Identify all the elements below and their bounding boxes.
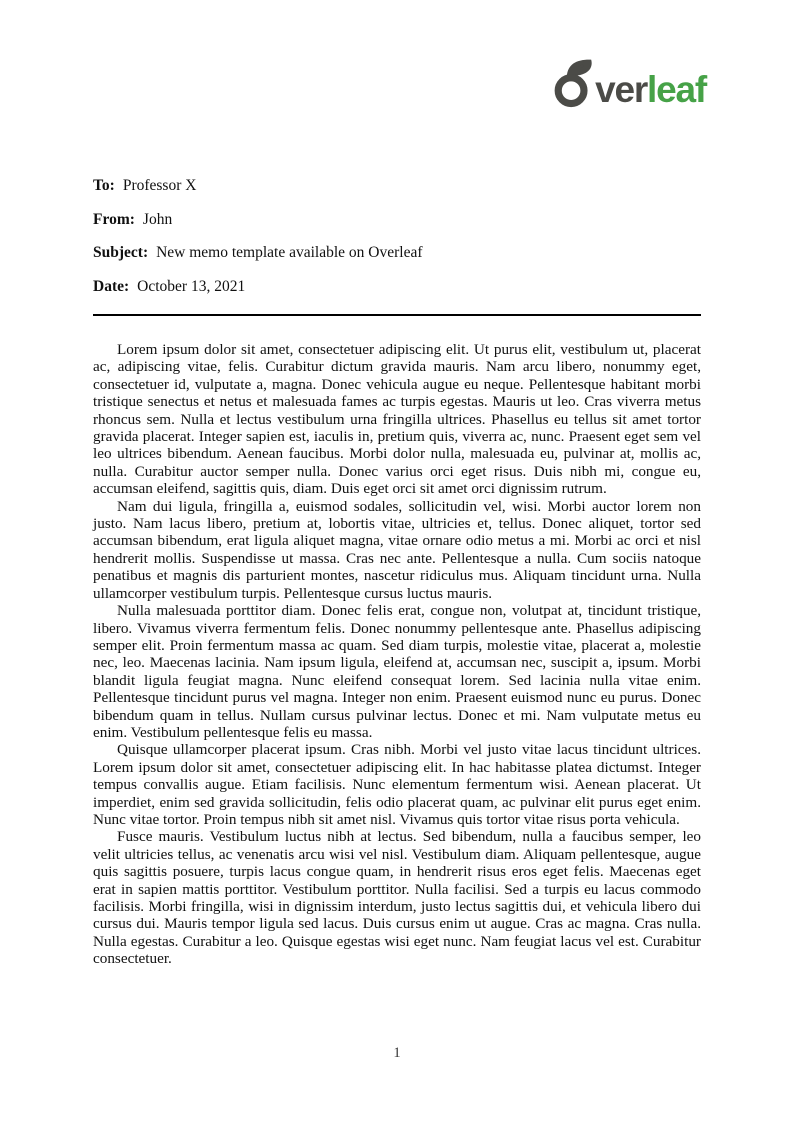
memo-header [93,177,701,311]
memo-field-from-label: From: [93,210,135,228]
memo-body [93,341,701,968]
memo-field-from-value: John [142,210,173,228]
header-divider-rule [93,314,701,316]
memo-field-to-label: To: [93,177,115,194]
memo-field-to [93,177,701,195]
body-paragraph-2: Nam dui ligula, fringilla a, euismod sodales, sollicitudin vel, wisi. Morbi auctor lorem non justo. Nam lacus libero, pretium at, lobortis vitae, ultricies et, tellus. Donec aliquet, tortor sed accumsan bibendum, erat ligula aliquet magna, vitae ornare odio metus a mi. Morbi ac orci et nisl hendrerit mollis. Suspendisse ut massa. Cras nec ante. Pellentesque a nulla. Cum sociis natoque penatibus et magnis dis parturient montes, nascetur ridiculus mus. Aliquam tincidunt urna. Nulla ullamcorper vestibulum turpis. Pellentesque cursus luctus mauris. [93,497,701,602]
logo-text-green: leaf [647,69,706,110]
overleaf-o-leaf-icon [552,58,595,108]
memo-field-date [93,278,701,296]
memo-field-subject [93,244,701,262]
body-paragraph-5: Fusce mauris. Vestibulum luctus nibh at lectus. Sed bibendum, nulla a faucibus semper, leo velit ultricies tellus, ac venenatis arcu wisi vel nisl. Vestibulum diam. Aliquam pellentesque, augue quis sagittis posuere, turpis lacus congue quam, in hendrerit risus eros eget felis. Maecenas eget erat in sapien mattis porttitor. Vestibulum porttitor. Nulla facilisi. Sed a turpis eu lacus commodo facilisis. Morbi fringilla, wisi in dignissim interdum, justo lectus sagittis dui, et vehicula libero dui cursus dui. Mauris tempor ligula sed lacus. Duis cursus enim ut augue. Cras ac magna. Cras nulla. Nulla egestas. Curabitur a leo. Quisque egestas wisi eget nunc. Nam feugiat lacus vel est. Curabitur consectetuer. [93,828,701,968]
memo-field-date-value: October 13, 2021 [137,277,246,295]
memo-field-subject-value: New memo template available on Overleaf [156,244,423,261]
body-paragraph-3: Nulla malesuada porttitor diam. Donec felis erat, congue non, volutpat at, tincidunt tristique, libero. Vivamus viverra fermentum felis. Donec nonummy pellentesque ante. Phasellus adipiscing semper elit. Proin fermentum massa ac quam. Sed diam turpis, molestie vitae, placerat a, molestie nec, leo. Maecenas lacinia. Nam ipsum ligula, eleifend at, accumsan nec, suscipit a, ipsum. Morbi blandit ligula feugiat magna. Nunc eleifend consequat lorem. Sed lacinia nulla vitae enim. Pellentesque tincidunt purus vel magna. Integer non enim. Praesent euismod nunc eu purus. Donec bibendum quam in tellus. Nullam cursus pulvinar lectus. Donec et mi. Nam vulputate metus eu enim. Vestibulum pellentesque felis eu massa. [93,602,701,741]
memo-field-subject-label: Subject: [93,244,149,261]
memo-field-from [93,211,701,229]
overleaf-logo [552,58,706,108]
logo-text-gray: ver [595,69,648,110]
body-paragraph-1: Lorem ipsum dolor sit amet, consectetuer adipiscing elit. Ut purus elit, vestibulum ut, placerat ac, adipiscing vitae, felis. Curabitur dictum gravida mauris. Nam arcu libero, nonummy eget, consectetuer id, vulputate a, magna. Donec vehicula augue eu neque. Pellentesque habitant morbi tristique senectus et netus et malesuada fames ac turpis egestas. Mauris ut leo. Cras viverra metus rhoncus sem. Nulla et lectus vestibulum urna fringilla ultrices. Phasellus eu tellus sit amet tortor gravida placerat. Integer sapien est, iaculis in, pretium quis, viverra ac, nunc. Praesent eget sem vel leo ultrices bibendum. Aenean faucibus. Morbi dolor nulla, malesuada eu, pulvinar at, mollis ac, nulla. Curabitur auctor semper nulla. Donec varius orci eget risus. Duis nibh mi, congue eu, accumsan eleifend, sagittis quis, diam. Duis eget orci sit amet orci dignissim rutrum. [93,341,701,498]
page-number: 1 [393,1045,401,1061]
body-paragraph-4: Quisque ullamcorper placerat ipsum. Cras nibh. Morbi vel justo vitae lacus tincidunt ultrices. Lorem ipsum dolor sit amet, consectetuer adipiscing elit. In hac habitasse platea dictumst. Integer tempus convallis augue. Etiam facilisis. Nunc elementum fermentum wisi. Aenean placerat. Ut imperdiet, enim sed gravida sollicitudin, felis odio placerat quam, ac pulvinar elit purus eget enim. Nunc vitae tortor. Proin tempus nibh sit amet nisl. Vivamus quis tortor vitae risus porta vehicula. [93,741,701,828]
memo-field-to-value: Professor X [122,177,197,194]
memo-field-date-label: Date: [93,277,130,295]
